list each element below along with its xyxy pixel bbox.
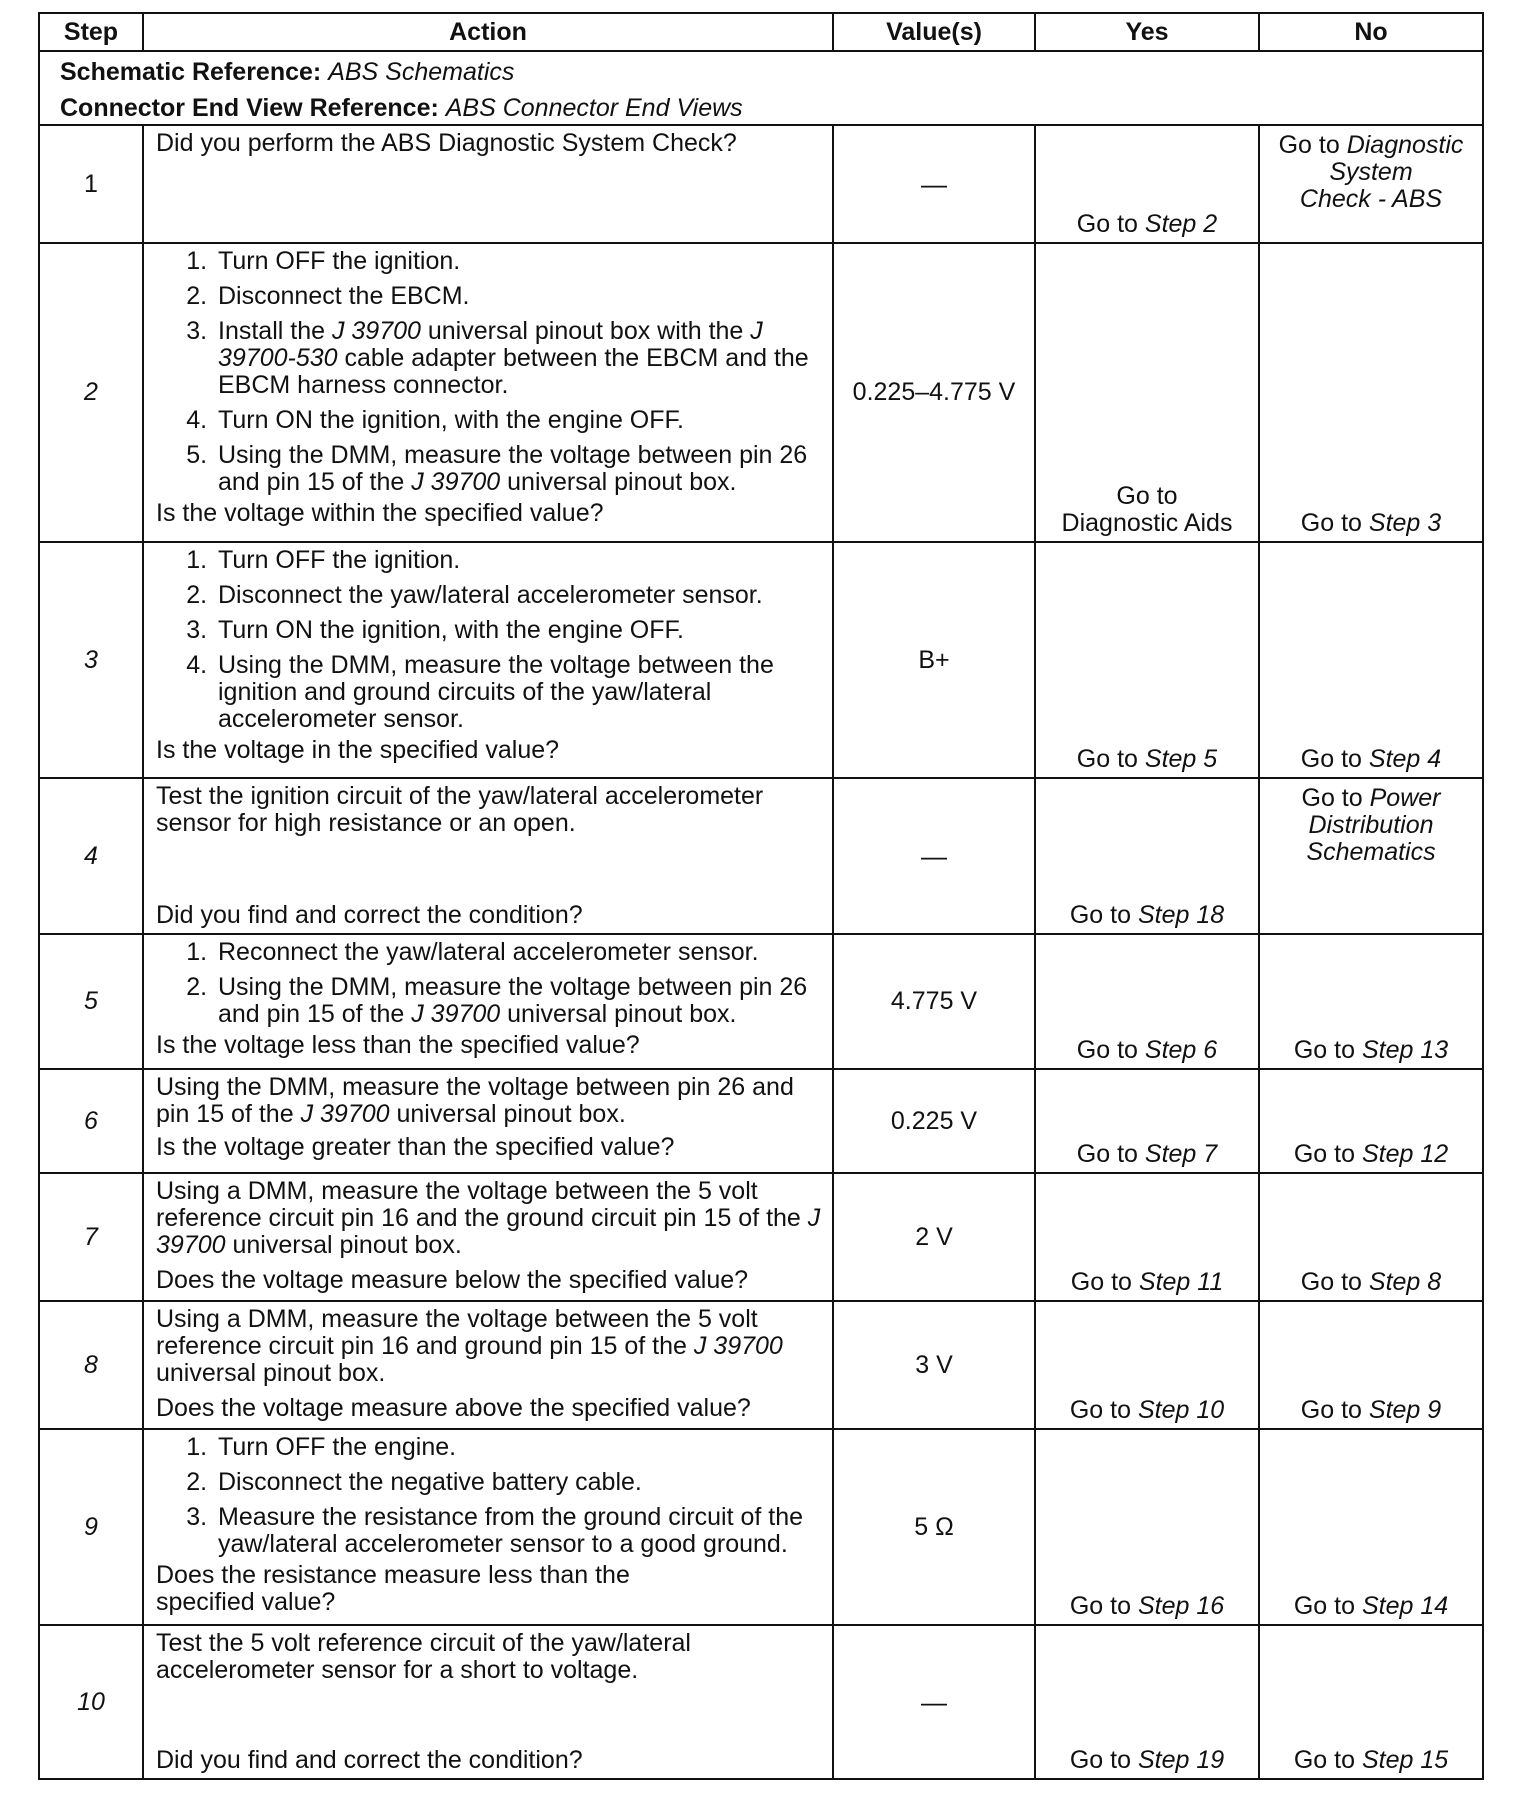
list-item: 2. Disconnect the yaw/lateral accelerometer sensor. bbox=[214, 582, 822, 609]
value: — bbox=[833, 778, 1035, 934]
step-row-3 bbox=[39, 542, 1483, 778]
header-action: Action bbox=[143, 13, 833, 51]
diagnostic-table bbox=[38, 12, 1484, 1780]
list-item: 2. Using the DMM, measure the voltage between pin 26 and pin 15 of the J 39700 universal pinout box. bbox=[214, 974, 822, 1028]
list-item: 1. Turn OFF the ignition. bbox=[214, 248, 822, 275]
value: — bbox=[833, 1625, 1035, 1779]
step-row-1 bbox=[39, 125, 1483, 243]
action-text: Test the ignition circuit of the yaw/lateral accelerometer sensor for high resistance or an open. bbox=[156, 782, 764, 837]
no-link[interactable]: Go to Step 15 bbox=[1293, 1746, 1449, 1774]
list-item: 1. Turn OFF the engine. bbox=[214, 1434, 822, 1461]
step-row-6 bbox=[39, 1069, 1483, 1173]
no-link[interactable]: Go to Step 4 bbox=[1300, 745, 1442, 773]
step-number: 1 bbox=[39, 125, 143, 243]
schematic-reference-link[interactable]: ABS Schematics bbox=[328, 57, 515, 86]
step-row-5 bbox=[39, 934, 1483, 1069]
no-link[interactable]: Go to Step 3 bbox=[1300, 509, 1442, 537]
header-row bbox=[39, 13, 1483, 51]
list-item: 4. Using the DMM, measure the voltage between the ignition and ground circuits of the yaw/lateral accelerometer sensor. bbox=[214, 652, 822, 733]
question: Did you find and correct the condition? bbox=[156, 1746, 583, 1774]
yes-link[interactable]: Go to Step 16 bbox=[1069, 1592, 1225, 1620]
list-item: 1. Reconnect the yaw/lateral accelerometer sensor. bbox=[214, 939, 822, 966]
step-row-2 bbox=[39, 243, 1483, 542]
value: — bbox=[833, 125, 1035, 243]
list-item: 3. Measure the resistance from the ground circuit of the yaw/lateral accelerometer sensor to a good ground. bbox=[214, 1504, 822, 1558]
no-link[interactable]: Go to Step 8 bbox=[1300, 1268, 1442, 1296]
question: Is the voltage within the specified value? bbox=[156, 499, 604, 527]
list-item: 3. Install the J 39700 universal pinout box with the J 39700-530 cable adapter between the EBCM and the EBCM harness connector. bbox=[214, 318, 822, 399]
yes-link[interactable]: Go to Step 7 bbox=[1076, 1140, 1218, 1168]
question: Is the voltage in the specified value? bbox=[156, 736, 560, 764]
no-link[interactable]: Go to Power Distribution Schematics bbox=[1301, 784, 1441, 866]
step-number: 6 bbox=[84, 1106, 98, 1135]
yes-link[interactable]: Go to Step 18 bbox=[1069, 901, 1225, 929]
yes-link[interactable]: Go to Step 2 bbox=[1076, 210, 1218, 238]
list-item: 4. Turn ON the ignition, with the engine OFF. bbox=[214, 407, 822, 434]
action-list bbox=[156, 547, 822, 733]
schematic-reference-label: Schematic Reference: bbox=[60, 57, 322, 86]
list-item: 1. Turn OFF the ignition. bbox=[214, 547, 822, 574]
step-row-7 bbox=[39, 1173, 1483, 1301]
step-number: 7 bbox=[84, 1222, 98, 1251]
step-number: 10 bbox=[77, 1687, 105, 1716]
question: Does the voltage measure above the specified value? bbox=[156, 1394, 751, 1422]
no-link[interactable]: Go to Step 12 bbox=[1293, 1140, 1449, 1168]
value: 4.775 V bbox=[833, 934, 1035, 1069]
step-row-8 bbox=[39, 1301, 1483, 1429]
value: 5 Ω bbox=[833, 1429, 1035, 1625]
value: 0.225–4.775 V bbox=[833, 243, 1035, 542]
yes-link[interactable]: Go to Step 11 bbox=[1070, 1268, 1224, 1296]
step-row-4 bbox=[39, 778, 1483, 934]
connector-reference-label: Connector End View Reference: bbox=[60, 93, 439, 122]
step-number: 5 bbox=[84, 987, 98, 1015]
question: Does the voltage measure below the specified value? bbox=[156, 1266, 749, 1294]
action-text: Did you perform the ABS Diagnostic System Check? bbox=[156, 129, 737, 157]
step-number: 4 bbox=[84, 841, 98, 870]
schematic-reference-row bbox=[39, 51, 1483, 88]
step-number: 3 bbox=[84, 645, 98, 674]
no-link[interactable]: Go to Step 13 bbox=[1293, 1036, 1449, 1064]
action-text: Using a DMM, measure the voltage between the 5 volt reference circuit pin 16 and the ground circuit pin 15 of the J 39700 universal pinout box. bbox=[156, 1177, 821, 1259]
yes-link[interactable]: Go to Diagnostic Aids bbox=[1061, 482, 1233, 537]
action-text: Test the 5 volt reference circuit of the yaw/lateral accelerometer sensor for a short to voltage. bbox=[156, 1629, 691, 1684]
question: Is the voltage greater than the specified value? bbox=[156, 1133, 675, 1161]
header-values: Value(s) bbox=[833, 13, 1035, 51]
step-number: 2 bbox=[84, 378, 98, 406]
value: 3 V bbox=[833, 1301, 1035, 1429]
no-link[interactable]: Go to Step 14 bbox=[1293, 1592, 1449, 1620]
yes-link[interactable]: Go to Step 5 bbox=[1076, 745, 1218, 773]
header-no: No bbox=[1259, 13, 1483, 51]
action-text: Using the DMM, measure the voltage between pin 26 and pin 15 of the J 39700 universal pinout box. bbox=[156, 1073, 794, 1128]
no-link[interactable]: Go to Diagnostic System Check - ABS bbox=[1278, 131, 1464, 213]
list-item: 5. Using the DMM, measure the voltage between pin 26 and pin 15 of the J 39700 universal pinout box. bbox=[214, 442, 822, 496]
list-item: 2. Disconnect the EBCM. bbox=[214, 283, 822, 310]
action-list bbox=[156, 248, 822, 496]
step-row-10 bbox=[39, 1625, 1483, 1779]
action-text: Using a DMM, measure the voltage between the 5 volt reference circuit pin 16 and ground pin 15 of the J 39700 universal pinout box. bbox=[156, 1305, 783, 1387]
action-list bbox=[156, 1434, 822, 1558]
header-step: Step bbox=[39, 13, 143, 51]
connector-reference-link[interactable]: ABS Connector End Views bbox=[445, 93, 743, 122]
question: Does the resistance measure less than the specified value? bbox=[156, 1561, 630, 1616]
connector-reference-row bbox=[39, 88, 1483, 125]
no-link[interactable]: Go to Step 9 bbox=[1300, 1396, 1442, 1424]
yes-link[interactable]: Go to Step 6 bbox=[1076, 1036, 1218, 1064]
value: 0.225 V bbox=[833, 1069, 1035, 1173]
yes-link[interactable]: Go to Step 19 bbox=[1069, 1746, 1225, 1774]
question: Did you find and correct the condition? bbox=[156, 901, 583, 929]
step-row-9 bbox=[39, 1429, 1483, 1625]
header-yes: Yes bbox=[1035, 13, 1259, 51]
list-item: 3. Turn ON the ignition, with the engine OFF. bbox=[214, 617, 822, 644]
action-list bbox=[156, 939, 822, 1028]
yes-link[interactable]: Go to Step 10 bbox=[1069, 1396, 1225, 1424]
value: B+ bbox=[833, 542, 1035, 778]
list-item: 2. Disconnect the negative battery cable. bbox=[214, 1469, 822, 1496]
question: Is the voltage less than the specified value? bbox=[156, 1031, 640, 1059]
step-number: 9 bbox=[84, 1512, 98, 1541]
step-number: 8 bbox=[84, 1350, 98, 1379]
value: 2 V bbox=[833, 1173, 1035, 1301]
